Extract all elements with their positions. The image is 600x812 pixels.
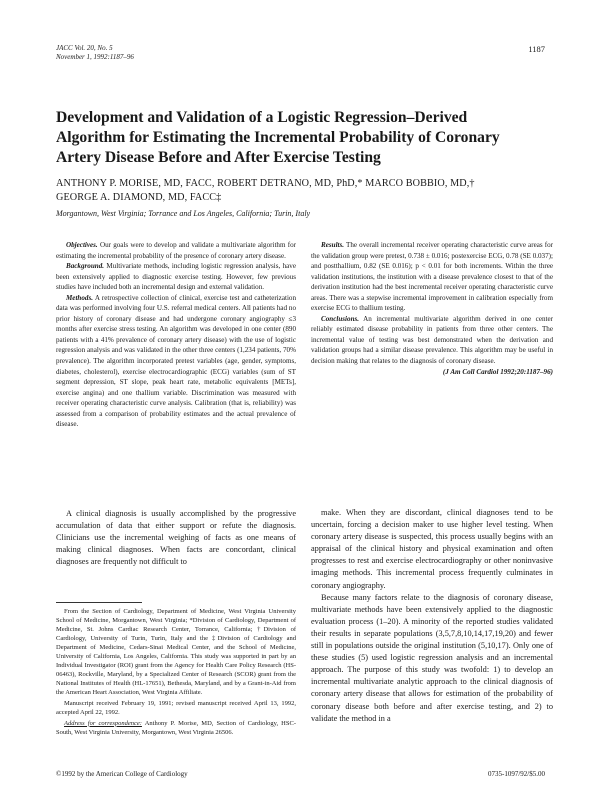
journal-header <box>56 44 134 62</box>
authors-line-1: ANTHONY P. MORISE, MD, FACC, ROBERT DETRANO, MD, PhD,* MARCO BOBBIO, MD,† <box>56 178 475 189</box>
objectives-text: Our goals were to develop and validate a multivariate algorithm for estimating the incremental probability of the presence of coronary artery disease. <box>56 241 296 260</box>
results-label: Results. <box>321 241 345 249</box>
conclusions-text: An incremental multivariate algorithm derived in one center reliably estimated disease probability in patients from three other centers. The incremental value of testing was best demonstrated when the derivation and validation groups had a similar disease prevalence. This algorithm may be useful in decision making that relates to the diagnosis of coronary disease. <box>311 314 553 366</box>
methods-label: Methods. <box>66 293 93 302</box>
abstract-right-column <box>311 240 553 377</box>
body-paragraph-1: A clinical diagnosis is usually accomplished by the progressive accumulation of data that either support or refute the diagnosis. Clinicians use the incremental weighing of facts as one means of making clinical diagnoses. When facts are concordant, clinical diagnoses are frequently not difficult to <box>56 509 296 567</box>
body-left-column <box>56 508 296 568</box>
journal-date-pages: November 1, 1992:1187–96 <box>56 53 134 61</box>
results-text: The overall incremental receiver operating characteristic curve areas for the validation group were pretest, 0.738 ± 0.016; postexercise ECG, 0.78 (SE 0.037); and postthallium, 0.82 (SE 0.016); p < 0.01 for both increments. Within the three validation institutions, the institution with a disease prevalence closest to that of the derivation institution had the best incremental receiver operating characteristic curve areas. There was a stepwise incremental improvement in calibration especially from exercise ECG to thallium testing. <box>311 241 553 313</box>
address-label: Address for correspondence: <box>64 719 142 727</box>
authors-line-2: GEORGE A. DIAMOND, MD, FACC‡ <box>56 192 222 203</box>
abstract-conclusions <box>311 314 553 367</box>
title-line-3: Artery Disease Before and After Exercise Testing <box>56 149 381 166</box>
conclusions-label: Conclusions. <box>321 314 360 323</box>
footnotes <box>56 607 296 738</box>
footnote-divider <box>56 602 142 603</box>
abstract-left-column <box>56 240 296 430</box>
objectives-label: Objectives. <box>66 241 98 249</box>
body-paragraph-3: Because many factors relate to the diagnosis of coronary disease, multivariate methods have been extensively applied to the diagnostic evaluation process (1–20). A minority of the reported studies validated their results in separate populations (3,5,7,8,10,14,17,19,20) and fewer still in populations outside the original institution (5,10,17). Only one of these studies (5) used logistic regression analysis and an incremental approach. The purpose of this study was twofold: 1) to develop an incremental multivariate analytic approach to the clinical diagnosis of coronary artery disease that allows for estimation of the probability of coronary disease both before and after exercise testing, and 2) to validate the method in a <box>311 592 553 723</box>
page-number: 1187 <box>528 44 545 54</box>
abstract-results <box>311 240 553 314</box>
address-text: Anthony P. Morise, MD, Section of Cardiology, HSC-South, West Virginia University, Morgantown, West Virginia 26506. <box>56 719 296 736</box>
article-code: 0735-1097/92/$5.00 <box>488 770 545 778</box>
affiliation-locations: Morgantown, West Virginia; Torrance and Los Angeles, California; Turin, Italy <box>56 209 311 218</box>
body-paragraph-2: make. When they are discordant, clinical diagnoses tend to be uncertain, forcing a decision maker to use higher level testing. When coronary artery disease is suspected, this process usually begins with an appraisal of the clinical history and physical examination and often progresses to rest and exercise electrocardiography or other noninvasive imaging methods. This incremental process frequently culminates in coronary angiography. <box>311 508 553 590</box>
article-title <box>56 108 556 168</box>
copyright-line: ©1992 by the American College of Cardiology <box>56 770 188 778</box>
abstract-citation: (J Am Coll Cardiol 1992;20:1187–96) <box>442 367 553 376</box>
footnote-address <box>56 719 296 737</box>
body-right-column <box>311 507 553 725</box>
abstract-objectives <box>56 240 296 261</box>
footnote-affiliation: From the Section of Cardiology, Department of Medicine, West Virginia University School of Medicine, Morgantown, West Virginia; *Division of Cardiology, Department of Medicine, St. Johns Cardiac Research Center, Torrance, California; †Division of Cardiology, University of Turin, Turin, Italy and the ‡Division of Cardiology and Department of Medicine, Cedars-Sinai Medical Center, and the School of Medicine, University of California, Los Angeles, California. This study was supported in part by an Individual Investigator (ROI) grant from the Agency for Health Care Policy Research (HS-06463), Rockville, Maryland, by a Specialized Center of Research (SCOR) grant from the National Institutes of Health (HL-17651), Bethesda, Maryland, and by a Grant-in-Aid from the American Heart Association, West Virginia Affiliate. <box>56 608 296 697</box>
abstract-background <box>56 261 296 293</box>
title-line-1: Development and Validation of a Logistic Regression–Derived <box>56 109 468 126</box>
author-list <box>56 177 556 205</box>
background-text: Multivariate methods, including logistic regression analysis, have been extensively applied to diagnostic exercise testing. However, few previous studies have included both an incremental design and external validation. <box>56 262 296 292</box>
methods-text: A retrospective collection of clinical, exercise test and catheterization data was performed involving four U.S. referral medical centers. All patients had no prior history of coronary disease and had undergone coronary angiography ≤3 months after exercise stress testing. An algorithm was developed in one center (890 patients with a 41% prevalence of coronary artery disease) with the use of logistic regression analysis and was validated in the other three centers (1,234 patients, 70% prevalence). The algorithm incorporated pretest variables (age, gender, symptoms, diabetes, cholesterol), exercise electrocardiographic (ECG) variables (sum of ST segment depression, ST slope, peak heart rate, metabolic equivalents [METs], exercise angina) and one thallium variable. Discrimination was measured with receiver operating characteristic curve analysis. Calibration (that is, reliability) was assessed from a comparison of probability estimates and the actual prevalence of disease. <box>56 293 297 429</box>
journal-volume: JACC Vol. 20, No. 5 <box>56 44 113 52</box>
background-label: Background. <box>66 262 105 271</box>
footnote-manuscript: Manuscript received February 19, 1991; revised manuscript received April 13, 1992, accepted April 22, 1992. <box>56 699 296 717</box>
abstract-methods <box>56 293 296 430</box>
title-line-2: Algorithm for Estimating the Incremental Probability of Coronary <box>56 129 500 146</box>
